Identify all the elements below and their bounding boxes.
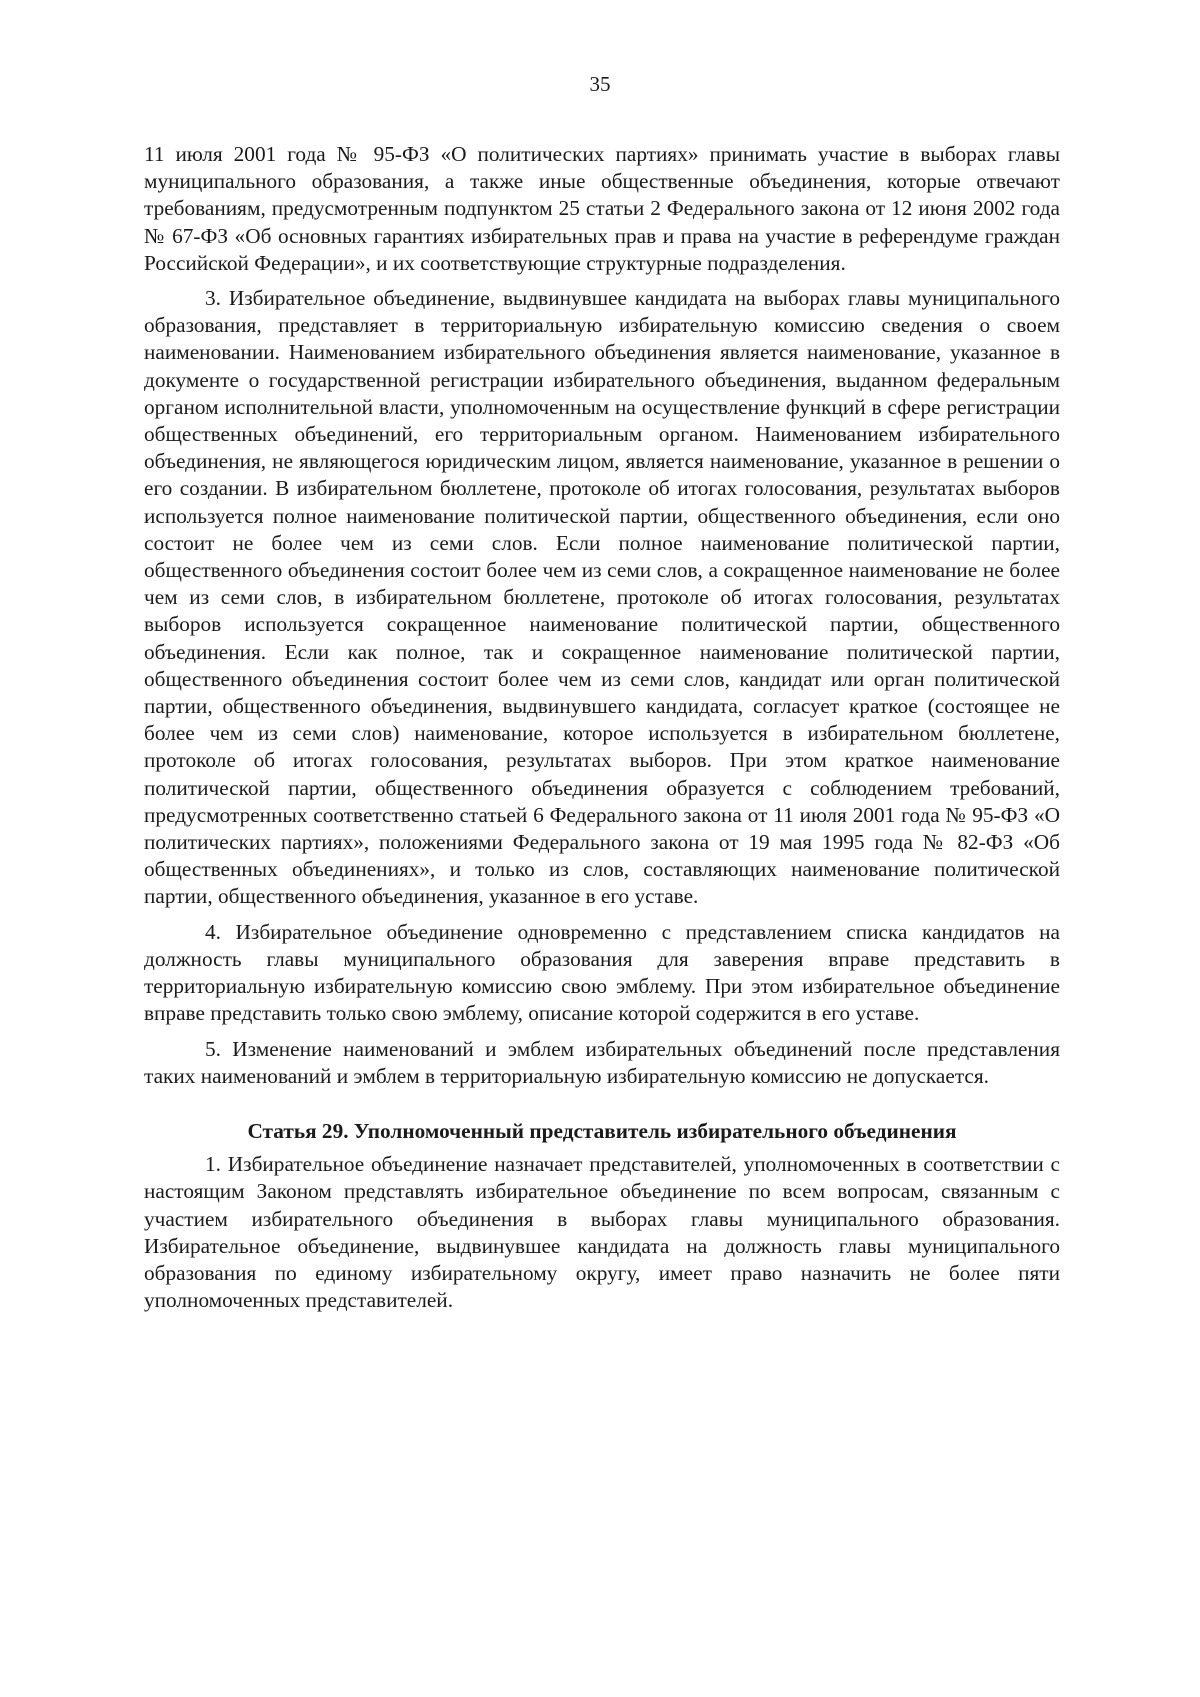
paragraph-item-3: 3. Избирательное объединение, выдвинувшее кандидата на выборах главы муниципального образования, представляет в территориальную избирательную комиссию сведения о своем наименовании. Наименованием избирательного объединения является наименование, указанное в документе о государственной регистрации избирательного объединения, выданном федеральным органом исполнительной власти, уполномоченным на осуществление функций в сфере регистрации общественных объединений, его территориальным органом. Наименованием избирательного объединения, не являющегося юридическим лицом, является наименование, указанное в решении о его создании. В избирательном бюллетене, протоколе об итогах голосования, результатах выборов используется полное наименование политической партии, общественного объединения, если оно состоит не более чем из семи слов. Если полное наименование политической партии, общественного объединения состоит более чем из семи слов, а сокращенное наименование не более чем из семи слов, в избирательном бюллетене, протоколе об итогах голосования, результатах выборов используется сокращенное наименование политической партии, общественного объединения. Если как полное, так и сокращенное наименование политической партии, общественного объединения состоит более чем из семи слов, кандидат или орган политической партии, общественного объединения, выдвинувшего кандидата, согласует краткое (состоящее не более чем из семи слов) наименование, которое используется в избирательном бюллетене, протоколе об итогах голосования, результатах выборов. При этом краткое наименование политической партии, общественного объединения образуется с соблюдением требований, предусмотренных соответственно статьей 6 Федерального закона от 11 июля 2001 года № 95-ФЗ «О политических партиях», положениями Федерального закона от 19 мая 1995 года № 82-ФЗ «Об общественных объединениях», и только из слов, составляющих наименование политической партии, общественного объединения, указанное в его уставе. xyxy=(144,286,1060,909)
paragraph-continuation: 11 июля 2001 года № 95-ФЗ «О политических партиях» принимать участие в выборах главы муниципального образования, а также иные общественные объединения, которые отвечают требованиям, предусмотренным подпунктом 25 статьи 2 Федерального закона от 12 июня 2002 года № 67-ФЗ «Об основных гарантиях избирательных прав и права на участие в референдуме граждан Российской Федерации», и их соответствующие структурные подразделения. xyxy=(144,142,1060,275)
paragraph-item-4: 4. Избирательное объединение одновременно с представлением списка кандидатов на должность главы муниципального образования для заверения вправе представить в территориальную избирательную комиссию свою эмблему. При этом избирательное объединение вправе представить только свою эмблему, описание которой содержится в его уставе. xyxy=(144,919,1060,1026)
document-body xyxy=(144,141,1060,1322)
article-title: Статья 29. Уполномоченный представитель избирательного объединения xyxy=(247,1118,957,1143)
page-number: 35 xyxy=(589,72,611,96)
paragraph-item-5: 5. Изменение наименований и эмблем избирательных объединений после представления таких наименований и эмблем в территориальную избирательную комиссию не допускается. xyxy=(144,1036,1060,1088)
article-paragraph-1: 1. Избирательное объединение назначает представителей, уполномоченных в соответствии с настоящим Законом представлять избирательное объединение по всем вопросам, связанным с участием избирательного объединения в выборах главы муниципального образования. Избирательное объединение, выдвинувшее кандидата на должность главы муниципального образования по единому избирательному округу, имеет право назначить не более пяти уполномоченных представителей. xyxy=(144,1152,1060,1313)
